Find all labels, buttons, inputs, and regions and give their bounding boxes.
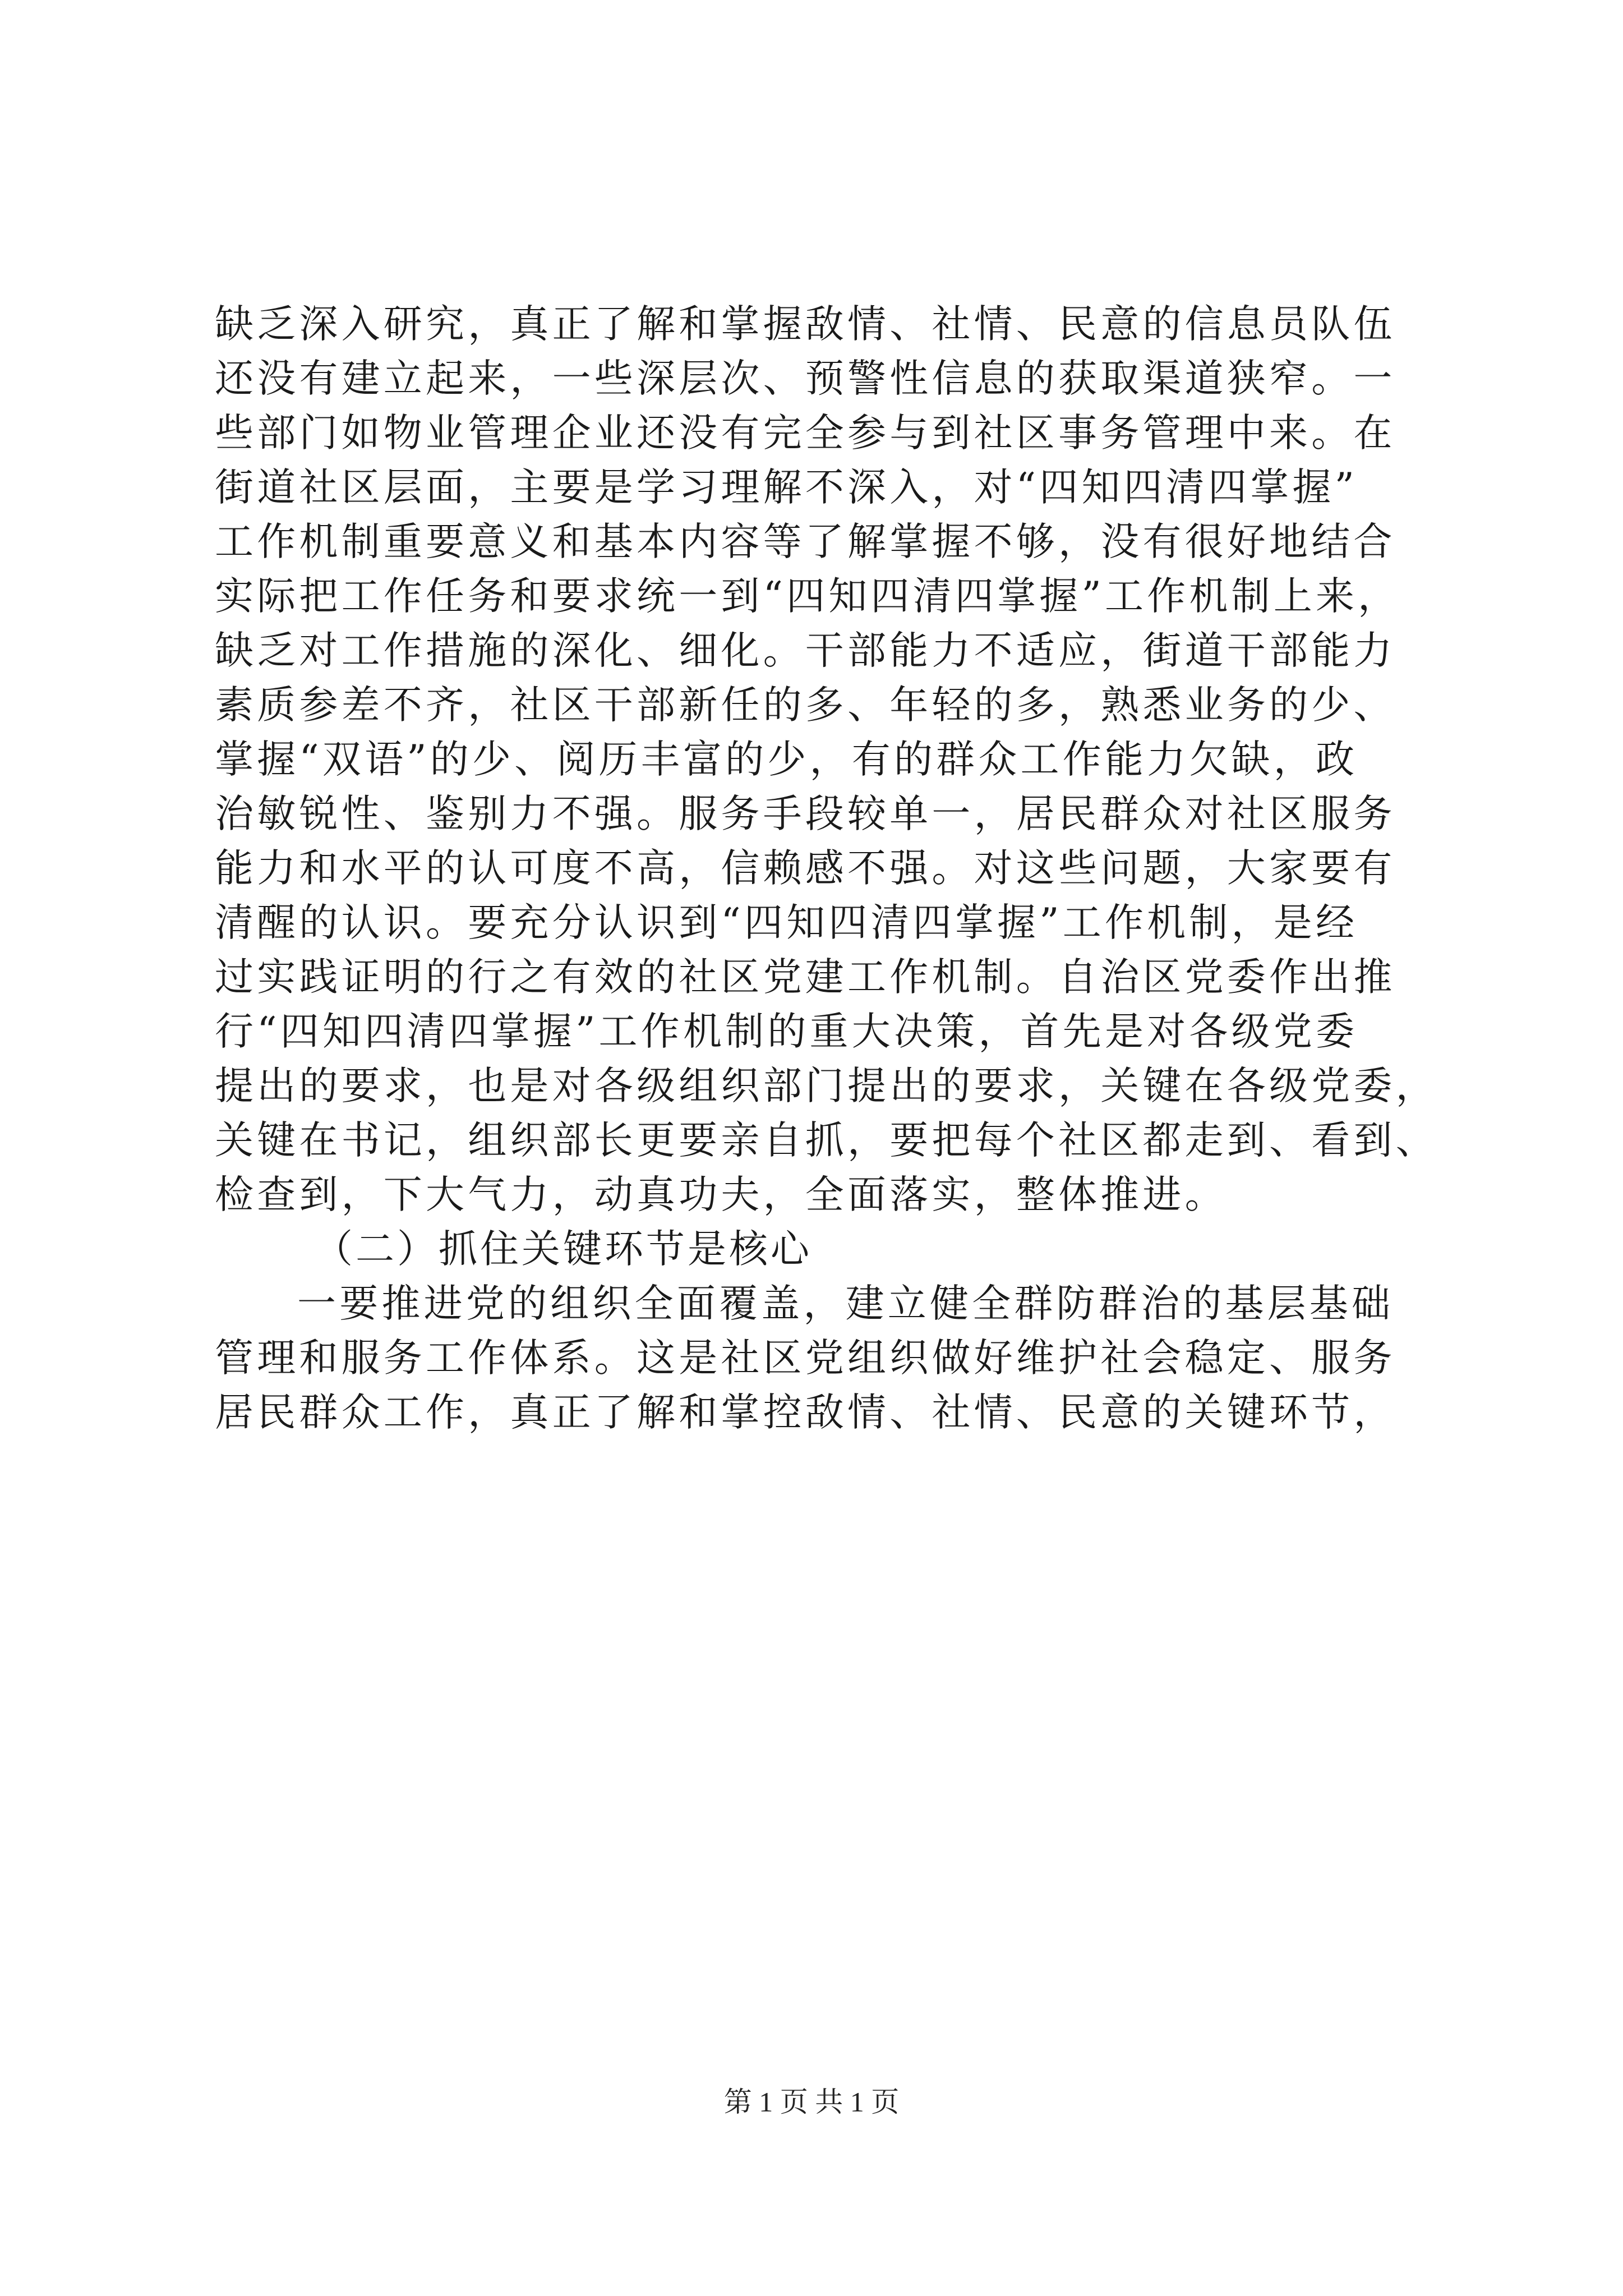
body-text-line: 过实践证明的行之有效的社区党建工作机制。自治区党委作出推 xyxy=(215,955,1396,1000)
body-text-line: 一要推进党的组织全面覆盖，建立健全群防群治的基层基础 xyxy=(297,1281,1394,1326)
page-footer: 第 1 页 共 1 页 xyxy=(723,2086,900,2118)
section-heading: （二）抓住关键环节是核心 xyxy=(314,1227,812,1272)
body-text-line: 还没有建立起来，一些深层次、预警性信息的获取渠道狭窄。一 xyxy=(215,356,1396,401)
body-text-line: 管理和服务工作体系。这是社区党组织做好维护社会稳定、服务 xyxy=(215,1336,1396,1381)
body-text-line: 检查到，下大气力，动真功夫，全面落实，整体推进。 xyxy=(215,1172,1227,1217)
body-text-line: 治敏锐性、鉴别力不强。服务手段较单一，居民群众对社区服务 xyxy=(215,792,1396,836)
body-text-line: 素质参差不齐，社区干部新任的多、年轻的多，熟悉业务的少、 xyxy=(215,683,1396,728)
body-text-line: 些部门如物业管理企业还没有完全参与到社区事务管理中来。在 xyxy=(215,411,1396,455)
body-text-line: 居民群众工作，真正了解和掌控敌情、社情、民意的关键环节， xyxy=(215,1390,1396,1435)
body-text-line: 缺乏深入研究，真正了解和掌握敌情、社情、民意的信息员队伍 xyxy=(215,302,1396,347)
body-text-line: 关键在书记，组织部长更要亲自抓，要把每个社区都走到、看到、 xyxy=(215,1118,1438,1163)
body-text-line: 工作机制重要意义和基本内容等了解掌握不够，没有很好地结合 xyxy=(215,519,1396,564)
body-text-line: 缺乏对工作措施的深化、细化。干部能力不适应，街道干部能力 xyxy=(215,628,1396,673)
body-text-line: 清醒的认识。要充分认识到“四知四清四掌握”工作机制，是经 xyxy=(215,900,1358,945)
body-text-line: 实际把工作任务和要求统一到“四知四清四掌握”工作机制上来， xyxy=(215,574,1400,619)
body-text-line: 提出的要求，也是对各级组织部门提出的要求，关键在各级党委， xyxy=(215,1064,1438,1108)
body-text-line: 街道社区层面，主要是学习理解不深入，对“四知四清四掌握” xyxy=(215,465,1358,510)
body-text-line: 能力和水平的认可度不高，信赖感不强。对这些问题，大家要有 xyxy=(215,846,1396,891)
body-text-line: 掌握“双语”的少、阅历丰富的少，有的群众工作能力欠缺，政 xyxy=(215,737,1358,782)
body-text-line: 行“四知四清四掌握”工作机制的重大决策，首先是对各级党委 xyxy=(215,1009,1358,1054)
